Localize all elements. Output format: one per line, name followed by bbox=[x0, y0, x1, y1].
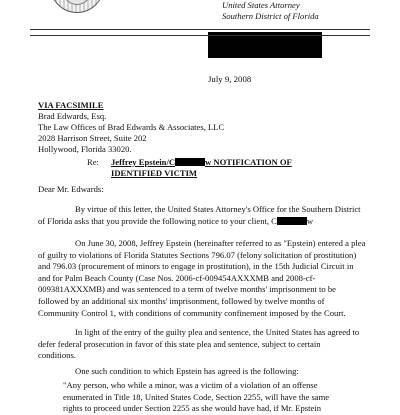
recipient-address bbox=[38, 111, 224, 155]
recipient-city: Hollywood, Florida 33020. bbox=[38, 144, 132, 154]
text-line: One such condition to which Epstein has agreed is the following: bbox=[75, 366, 299, 376]
text-line: conditions. bbox=[38, 350, 76, 361]
subject-part: NOTIFICATION OF bbox=[211, 157, 292, 167]
recipient-firm: The Law Offices of Brad Edwards & Associates, LLC bbox=[38, 122, 225, 132]
text-line: Community Control 1, with conditions of community confinement imposed by the Court. bbox=[38, 307, 346, 318]
letter-date: July 9, 2008 bbox=[208, 74, 252, 84]
text-line: In light of the entry of the guilty plea and sentence, the United States has agreed to bbox=[75, 327, 360, 337]
salutation: Dear Mr. Edwards: bbox=[38, 184, 104, 194]
redaction-block bbox=[277, 217, 307, 225]
subject-label: Re: bbox=[87, 157, 99, 167]
letterhead-rule-top bbox=[30, 29, 370, 30]
text-line: On June 30, 2008, Jeffrey Epstein (hereinafter referred to as "Epstein) entered a plea bbox=[75, 238, 366, 248]
department-seal-logo bbox=[50, 0, 104, 13]
text-line: By virtue of this letter, the United States Attorney's Office for the Southern District bbox=[75, 204, 361, 214]
subject-part: Jeffrey Epstein/C bbox=[111, 157, 176, 167]
redaction-block bbox=[175, 158, 205, 166]
subject-line bbox=[111, 157, 292, 179]
agency-district: Southern District of Florida bbox=[222, 11, 319, 21]
text-line: followed by an additional six months' imprisonment, followed by twelve months of bbox=[38, 295, 325, 306]
text-line: of guilty to violations of Florida Statutes Sections 796.07 (felony solicitation of prostitution) bbox=[38, 249, 357, 260]
letterhead-rule-bottom bbox=[30, 35, 370, 36]
text-line: w bbox=[306, 215, 314, 226]
subject-part: IDENTIFIED VICTIM bbox=[111, 168, 198, 178]
agency-name: United States Attorney bbox=[222, 0, 300, 10]
text-line: "Any person, who while a minor, was a victim of a violation of an offense bbox=[63, 380, 318, 390]
redaction-block bbox=[208, 46, 322, 58]
subject-part: w bbox=[205, 157, 212, 167]
recipient-name: Brad Edwards, Esq. bbox=[38, 111, 107, 121]
block-quote bbox=[63, 380, 348, 415]
text-line: defer federal prosecution in favor of this state plea and sentence, subject to certain bbox=[38, 338, 321, 349]
recipient-street: 2028 Harrison Street, Suite 202 bbox=[38, 133, 147, 143]
text-line: rights to proceed under Section 2255 as she would have had, if Mr. Epstein bbox=[63, 403, 321, 414]
paragraph-1 bbox=[38, 204, 370, 227]
text-line: enumerated in Title 18, United States Code, Section 2255, will have the same bbox=[63, 391, 330, 402]
paragraph-3 bbox=[38, 327, 370, 362]
paragraph-4 bbox=[38, 366, 370, 378]
text-line: of Florida asks that you provide the following notice to your client, C bbox=[38, 215, 277, 226]
delivery-method: VIA FACSIMILE bbox=[38, 100, 104, 110]
letterhead-agency bbox=[222, 0, 319, 22]
text-line: and for Palm Beach County (Case Nos. 2006-cf-009454AXXXMB and 2008-cf- bbox=[38, 272, 316, 283]
text-line: and 796.03 (procurement of minors to engage in prostitution), in the 15th Judicial Circuit in bbox=[38, 261, 354, 272]
text-line: 009381AXXXMB) and was sentenced to a term of twelve months' imprisonment to be bbox=[38, 284, 336, 295]
paragraph-2 bbox=[38, 238, 370, 319]
